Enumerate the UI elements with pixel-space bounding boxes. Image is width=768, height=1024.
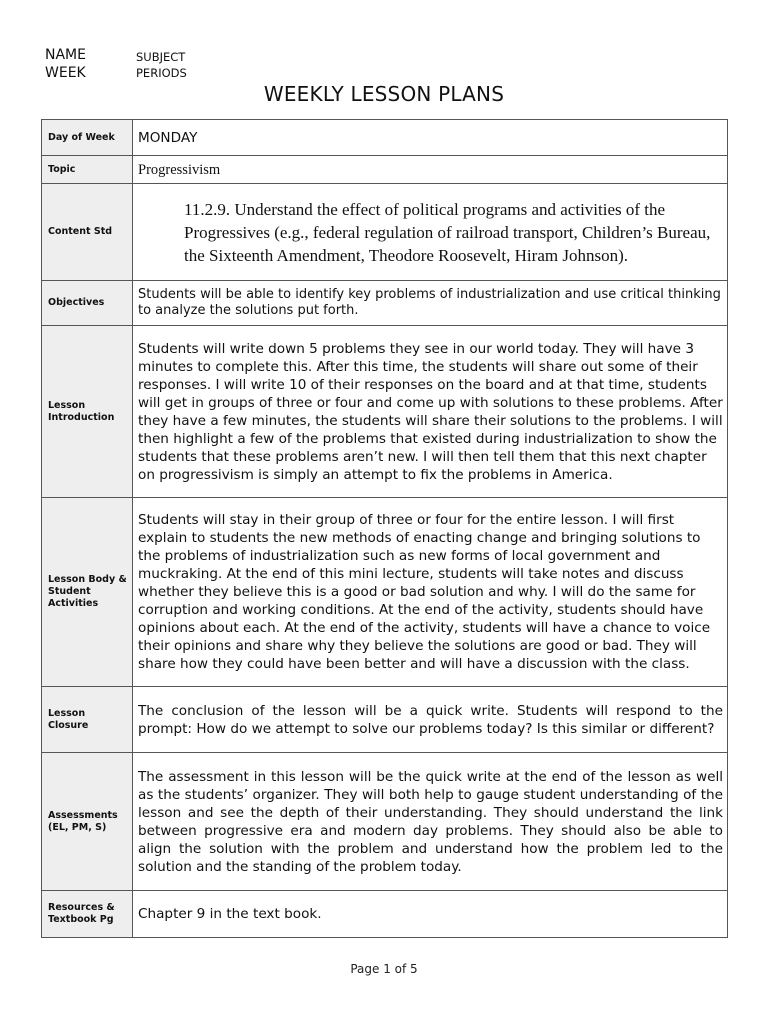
- header-left: [45, 46, 86, 82]
- closure-value: The conclusion of the lesson will be a quick write. Students will respond to the prompt: How do we attempt to solve our problems today? Is this similar or different?: [133, 687, 728, 753]
- document-title: WEEKLY LESSON PLANS: [263, 82, 505, 106]
- introduction-label: Lesson Introduction: [42, 326, 133, 498]
- resources-value: Chapter 9 in the text book.: [133, 891, 728, 938]
- subject-label: SUBJECT: [136, 50, 186, 64]
- assessments-label: Assessments (EL, PM, S): [42, 753, 133, 891]
- week-label: WEEK: [45, 65, 86, 81]
- row-topic: [42, 156, 728, 184]
- lesson-plan-table: [41, 119, 728, 938]
- row-objectives: [42, 281, 728, 326]
- objectives-value: Students will be able to identify key problems of industrialization and use critical thinking to analyze the solutions put forth.: [133, 281, 728, 326]
- topic-value: Progressivism: [133, 156, 728, 184]
- row-closure: [42, 687, 728, 753]
- topic-label: Topic: [42, 156, 133, 184]
- name-label: NAME: [45, 47, 86, 63]
- content-std-label: Content Std: [42, 184, 133, 281]
- content-std-cell: [133, 184, 728, 281]
- row-body: [42, 498, 728, 687]
- body-label: Lesson Body & Student Activities: [42, 498, 133, 687]
- periods-label: PERIODS: [136, 66, 187, 80]
- objectives-label: Objectives: [42, 281, 133, 326]
- page-number: Page 1 of 5: [350, 962, 418, 976]
- closure-label: Lesson Closure: [42, 687, 133, 753]
- day-label: Day of Week: [42, 120, 133, 156]
- content-std-value: 11.2.9. Understand the effect of political programs and activities of the Progressives (e.g., federal regulation of railroad transport, Children’s Bureau, the Sixteenth Amendment, Theodore Roosevelt, Hiram Johnson).: [184, 199, 711, 265]
- body-value: Students will stay in their group of three or four for the entire lesson. I will first explain to students the new methods of enacting change and bringing solutions to the problems of industrialization such as new forms of local government and muckraking. At the end of this mini lecture, students will take notes and discuss whether they believe this is a good or bad solution and why. I will do the same for corruption and working conditions. At the end of the activity, students should have opinions about each. At the end of the activity, students will have a chance to voice their opinions and share why they believe the solutions are good or bad. They will share how they could have been better and will have a discussion with the class.: [133, 498, 728, 687]
- header-right: [136, 49, 187, 81]
- assessments-value: The assessment in this lesson will be the quick write at the end of the lesson as well as the students’ organizer. They will both help to gauge student understanding of the lesson and see the depth of their understanding. They should understand the link between progressive era and modern day problems. They should also be able to align the solution with the problem and understand how the problem led to the solution and the standing of the problem today.: [133, 753, 728, 891]
- row-content-std: [42, 184, 728, 281]
- row-day: [42, 120, 728, 156]
- introduction-value: Students will write down 5 problems they see in our world today. They will have 3 minutes to complete this. After this time, the students will share out some of their responses. I will write 10 of their responses on the board and at that time, students will get in groups of three or four and come up with solutions to these problems. After they have a few minutes, the students will share their solutions to the problems. I will then highlight a few of the problems that existed during industrialization to show the students that these problems aren’t new. I will then tell them that this next chapter on progressivism is simply an attempt to fix the problems in America.: [133, 326, 728, 498]
- day-value: MONDAY: [133, 120, 728, 156]
- row-introduction: [42, 326, 728, 498]
- row-assessments: [42, 753, 728, 891]
- resources-label: Resources & Textbook Pg: [42, 891, 133, 938]
- row-resources: [42, 891, 728, 938]
